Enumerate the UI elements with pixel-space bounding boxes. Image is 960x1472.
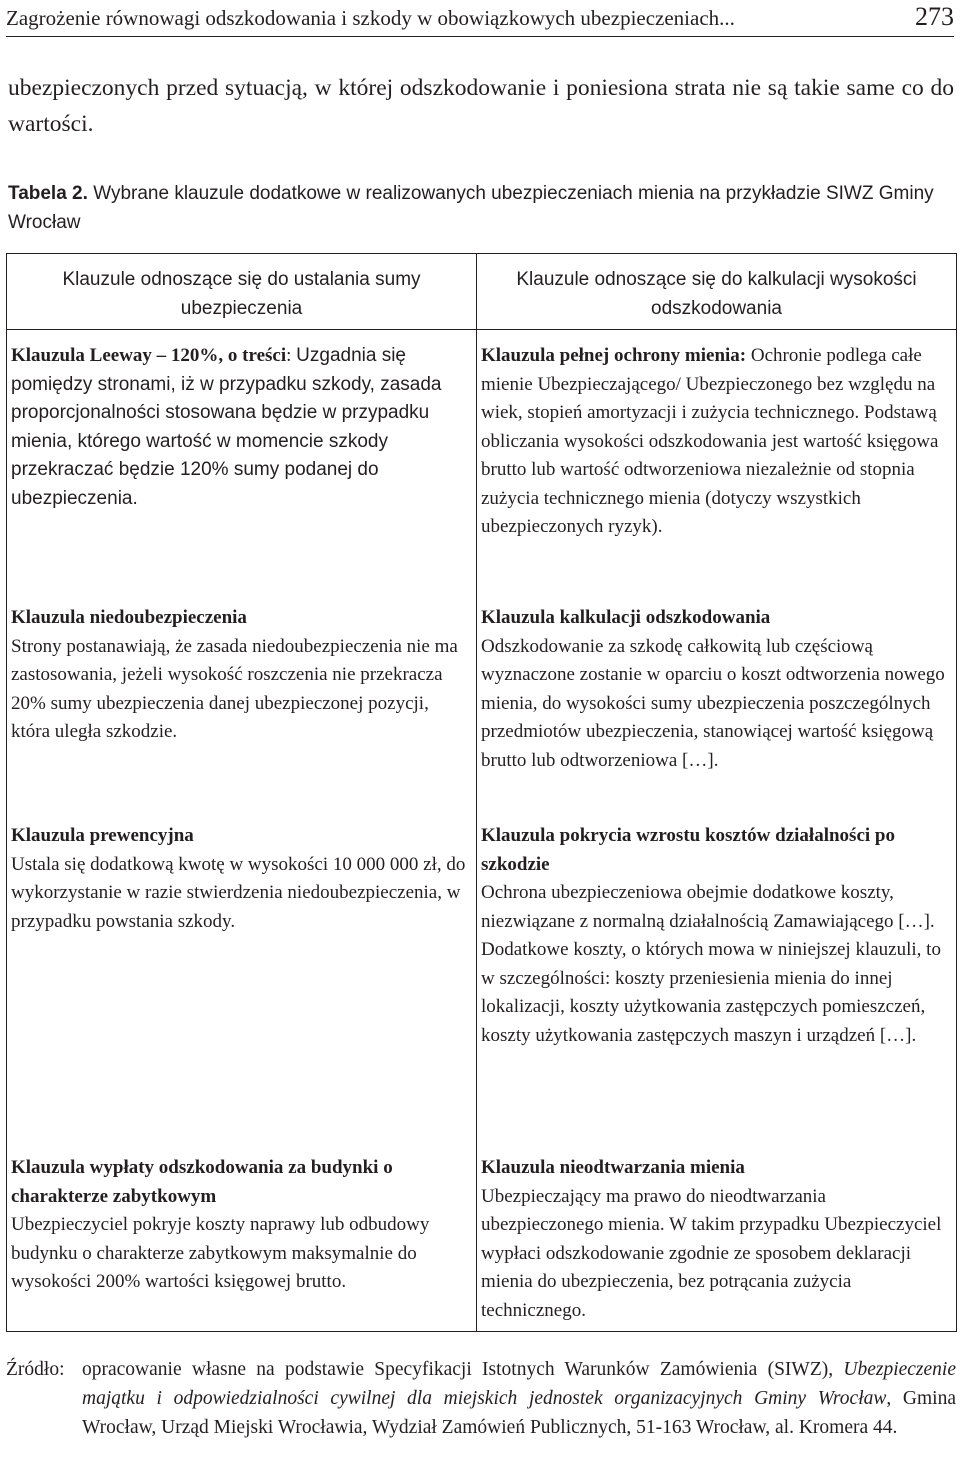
clause-title: Klauzula Leeway – 120%, o treści (11, 345, 287, 366)
clause-body: Odszkodowanie za szkodę całkowitą lub częściową wyznaczone zostanie w oparciu o koszt odtworzenia nowego mienia, do wysokości sumy ubezpieczenia poszczególnych przedmiotów ubezpieczenia, stanowiącej wartość księgową brutto lub odtworzeniowa […]. (481, 635, 945, 771)
clause-body: Ubezpieczający ma prawo do nieodtwarzania ubezpieczonego mienia. W takim przypadku Ubezpieczyciel wypłaci odszkodowanie zgodnie ze sposobem deklaracji mienia do ubezpieczenia, bez potrącania zużycia technicznego. (481, 1185, 942, 1321)
clause-body: Uzgadnia się pomiędzy stronami, iż w przypadku szkody, zasada proporcjonalności stosowana będzie w przypadku mienia, którego wartość w momencie szkody przekraczać będzie 120% sumy podanej do ubezpieczenia. (11, 345, 442, 509)
clause-title: Klauzula prewencyjna (11, 825, 194, 846)
clause-body: Ochrona ubezpieczeniowa obejmie dodatkowe koszty, niezwiązane z normalną działalnością Zamawiającego […]. Dodatkowe koszty, o których mowa w niniejszej klauzuli, to w szczególności: koszty przeniesienia mienia do innej lokalizacji, koszty użytkowania zastępczych pomieszczeń, koszty użytkowania zastępczych maszyn i urządzeń […]. (481, 882, 941, 1046)
clause-title: Klauzula niedoubezpieczenia (11, 607, 247, 628)
clause-title: Klauzula nieodtwarzania mienia (481, 1157, 745, 1178)
clauses-table (6, 253, 957, 1332)
source-text-rest: , Gmina Wrocław, Urząd Miejski Wrocławia, Wydział Zamówień Publicznych, 51-163 Wrocław, al. Kromera 44. (82, 1388, 956, 1438)
clause-body: Strony postanawiają, że zasada niedoubezpieczenia nie ma zastosowania, jeżeli wysokość roszczenia nie przekracza 20% sumy ubezpieczenia danej ubezpieczonej pozycji, która uległa szkodzie. (11, 635, 458, 742)
source-text: opracowanie własne na podstawie Specyfikacji Istotnych Warunków Zamówienia (SIWZ), (82, 1359, 834, 1380)
clause-title: Klauzula wypłaty odszkodowania za budynki o charakterze zabytkowym (11, 1157, 393, 1207)
clause-body: Ochronie podlega całe mienie Ubezpieczającego/ Ubezpieczonego bez względu na wiek, stopień amortyzacji i zużycia technicznego. Podstawą obliczania wysokości odszkodowania jest wartość księgowa brutto lub wartość odtworzeniowa niezależnie od stopnia zużycia technicznego mienia (dotyczy wszystkich ubezpieczonych ryzyk). (481, 345, 939, 537)
clause-non-restoration (477, 1154, 956, 1331)
clause-body: Ustala się dodatkową kwotę w wysokości 10 000 000 zł, do wykorzystanie w razie stwierdzenia niedoubezpieczenia, w przypadku powstania szkody. (11, 853, 466, 932)
clause-underinsurance (7, 604, 476, 822)
clause-title: Klauzula kalkulacji odszkodowania (481, 607, 771, 628)
intro-paragraph: ubezpieczonych przed sytuacją, w której odszkodowanie i poniesiona strata nie są takie same co do wartości. (8, 75, 954, 137)
clause-title-suffix: : (286, 345, 292, 366)
page-number: 273 (915, 2, 954, 31)
running-title: Zagrożenie równowagi odszkodowania i szkody w obowiązkowych ubezpieczeniach... (6, 6, 735, 30)
clause-heritage-buildings (7, 1154, 476, 1303)
running-header (6, 2, 954, 37)
clause-full-protection (477, 342, 956, 604)
caption-label: Tabela 2. (8, 183, 88, 204)
header-cell-sum (7, 254, 477, 330)
table-body-row (7, 330, 957, 1332)
caption-text: Wybrane klauzule dodatkowe w realizowanych ubezpieczeniach mienia na przykładzie SIWZ Gminy Wrocław (8, 183, 934, 233)
source-note (6, 1355, 956, 1442)
header-calculation-text: Klauzule odnoszące się do kalkulacji wysokości odszkodowania (516, 269, 917, 319)
clause-title: Klauzula pełnej ochrony mienia: (481, 345, 747, 366)
header-sum-text: Klauzule odnoszące się do ustalania sumy ubezpieczenia (62, 269, 421, 319)
clause-preventive (7, 822, 476, 1154)
clause-title: Klauzula pokrycia wzrostu kosztów działalności po szkodzie (481, 825, 895, 875)
source-label: Źródło: (6, 1359, 65, 1380)
right-column-cell (477, 330, 957, 1332)
clause-calculation (477, 604, 956, 822)
source-title-italic: Ubezpieczenie majątku i odpowiedzialności cywilnej dla miejskich jednostek organizacyjnych Gminy Wrocław (82, 1359, 956, 1409)
table-header-row (7, 254, 957, 330)
clause-cost-increase (477, 822, 956, 1154)
clause-leeway (7, 342, 476, 604)
left-column-cell (7, 330, 477, 1332)
header-cell-calculation (477, 254, 957, 330)
table-caption (8, 179, 954, 237)
clause-body: Ubezpieczyciel pokryje koszty naprawy lub odbudowy budynku o charakterze zabytkowym maksymalnie do wysokości 200% wartości księgowej brutto. (11, 1214, 430, 1292)
